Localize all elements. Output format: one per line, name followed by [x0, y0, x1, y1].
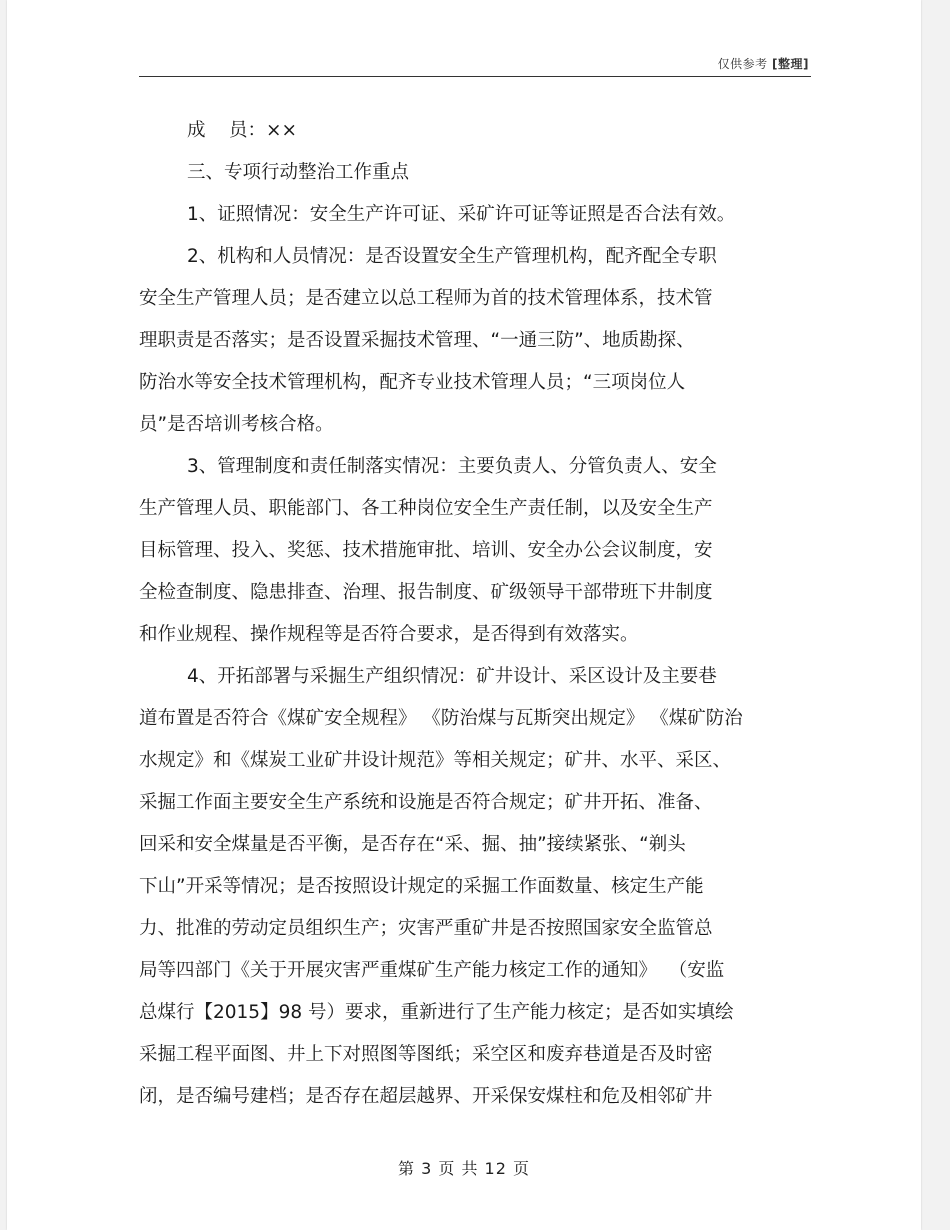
- text-line: 闭，是否编号建档；是否存在超层越界、开采保安煤柱和危及相邻矿井: [139, 1086, 713, 1107]
- document-page: [7, 0, 921, 1230]
- header-rule: [139, 76, 811, 77]
- text-line: 三、专项行动整治工作重点: [187, 162, 410, 183]
- text-line: 3、管理制度和责任制落实情况：主要负责人、分管负责人、安全: [187, 456, 717, 477]
- text-line: 4、开拓部署与采掘生产组织情况：矿井设计、采区设计及主要巷: [187, 666, 717, 687]
- header-bracket: [整理]: [772, 57, 809, 71]
- text-line: 生产管理人员、职能部门、各工种岗位安全生产责任制，以及安全生产: [139, 498, 713, 519]
- text-line: 采掘工作面主要安全生产系统和设施是否符合规定；矿井开拓、准备、: [139, 792, 713, 813]
- text-line: 员”是否培训考核合格。: [139, 414, 334, 435]
- document-body: [139, 110, 819, 1118]
- header-text: 仅供参考: [717, 57, 768, 71]
- text-line: 总煤行【2015】98 号）要求，重新进行了生产能力核定；是否如实填绘: [139, 1002, 734, 1023]
- text-line: 水规定》和《煤炭工业矿井设计规范》等相关规定；矿井、水平、采区、: [139, 750, 732, 771]
- text-line: 采掘工程平面图、井上下对照图等图纸；采空区和废弃巷道是否及时密: [139, 1044, 713, 1065]
- text-line: 目标管理、投入、奖惩、技术措施审批、培训、安全办公会议制度，安: [139, 540, 713, 561]
- text-line: 下山”开采等情况；是否按照设计规定的采掘工作面数量、核定生产能: [139, 876, 704, 897]
- text-line: 防治水等安全技术管理机构，配齐专业技术管理人员；“三项岗位人: [139, 372, 686, 393]
- page-footer: 第 3 页 共 12 页: [398, 1159, 530, 1178]
- text-line: 安全生产管理人员；是否建立以总工程师为首的技术管理体系，技术管: [139, 288, 713, 309]
- text-line: 1、证照情况：安全生产许可证、采矿许可证等证照是否合法有效。: [187, 204, 736, 225]
- text-line: 全检查制度、隐患排查、治理、报告制度、矿级领导干部带班下井制度: [139, 582, 713, 603]
- text-line: 2、机构和人员情况：是否设置安全生产管理机构，配齐配全专职: [187, 246, 717, 267]
- page-header: [718, 55, 809, 72]
- text-line: 成 员：××: [187, 120, 298, 141]
- text-line: 理职责是否落实；是否设置采掘技术管理、“一通三防”、地质勘探、: [139, 330, 695, 351]
- text-line: 和作业规程、操作规程等是否符合要求，是否得到有效落实。: [139, 624, 639, 645]
- text-line: 局等四部门《关于开展灾害严重煤矿生产能力核定工作的通知》 （安监: [139, 960, 725, 981]
- text-line: 力、批准的劳动定员组织生产；灾害严重矿井是否按照国家安全监管总: [139, 918, 713, 939]
- text-line: 道布置是否符合《煤矿安全规程》 《防治煤与瓦斯突出规定》 《煤矿防治: [139, 708, 743, 729]
- text-line: 回采和安全煤量是否平衡，是否存在“采、掘、抽”接续紧张、“剃头: [139, 834, 686, 855]
